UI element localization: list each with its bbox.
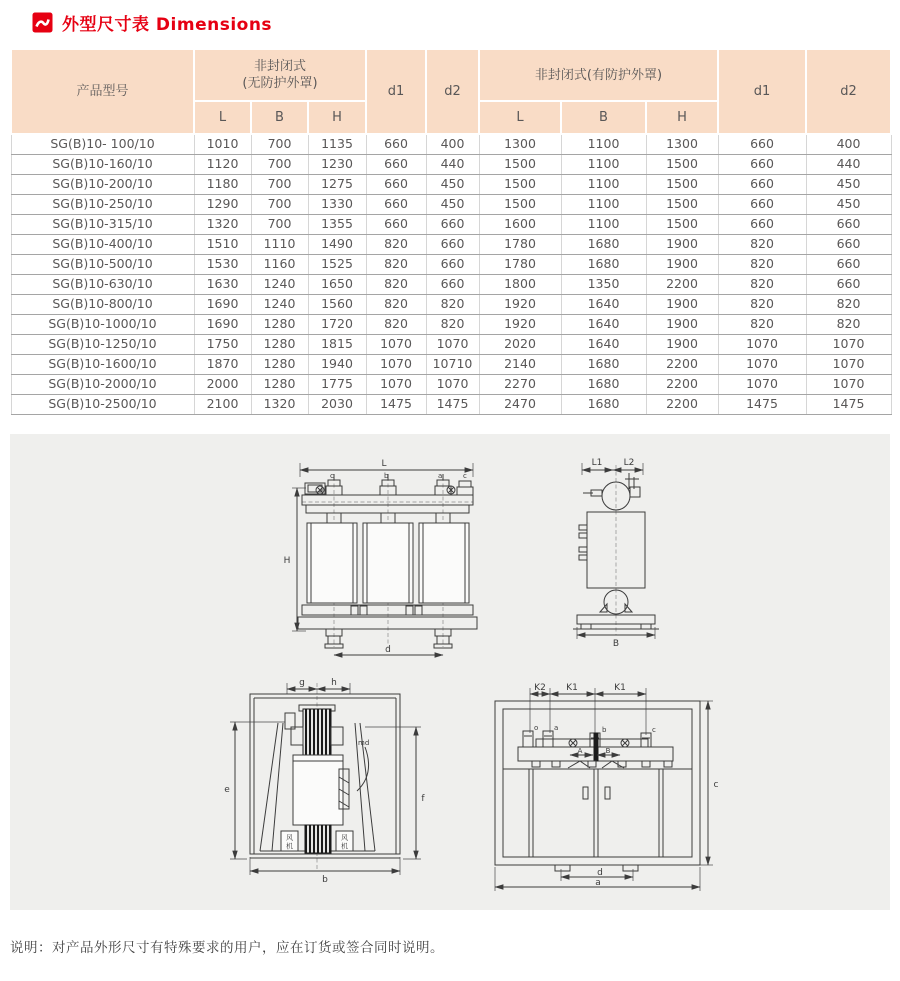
value-cell: 1280 <box>251 354 308 374</box>
brand-logo-icon <box>32 12 53 33</box>
value-cell: 660 <box>806 234 891 254</box>
value-cell: 660 <box>366 194 426 214</box>
value-cell: 1690 <box>194 294 251 314</box>
fan-label-bottom-right: 机 <box>341 842 348 850</box>
col-header-d1-open: d1 <box>366 49 426 134</box>
terminal-label-b: b <box>384 471 389 480</box>
value-cell: 660 <box>426 214 479 234</box>
model-cell: SG(B)10-630/10 <box>11 274 194 294</box>
value-cell: 1010 <box>194 134 251 154</box>
value-cell: 1070 <box>718 334 806 354</box>
value-cell: 1230 <box>308 154 366 174</box>
value-cell: 660 <box>718 194 806 214</box>
model-cell: SG(B)10-200/10 <box>11 174 194 194</box>
value-cell: 820 <box>718 294 806 314</box>
value-cell: 1640 <box>561 334 646 354</box>
value-cell: 1320 <box>194 214 251 234</box>
label-md: md <box>358 738 370 747</box>
dim-label-L1: L1 <box>591 457 603 468</box>
value-cell: 1275 <box>308 174 366 194</box>
value-cell: 1870 <box>194 354 251 374</box>
value-cell: 1330 <box>308 194 366 214</box>
value-cell: 1640 <box>561 294 646 314</box>
value-cell: 450 <box>806 174 891 194</box>
value-cell: 1680 <box>561 394 646 414</box>
model-cell: SG(B)10- 100/10 <box>11 134 194 154</box>
dim-label-K1a: K1 <box>566 682 578 693</box>
value-cell: 1560 <box>308 294 366 314</box>
open-group-line2: (无防护外罩) <box>242 76 318 91</box>
dim-label-g: g <box>299 677 305 688</box>
value-cell: 2020 <box>479 334 561 354</box>
value-cell: 1100 <box>561 134 646 154</box>
value-cell: 660 <box>426 274 479 294</box>
value-cell: 2200 <box>646 394 718 414</box>
value-cell: 820 <box>366 274 426 294</box>
value-cell: 1320 <box>251 394 308 414</box>
model-cell: SG(B)10-250/10 <box>11 194 194 214</box>
value-cell: 1815 <box>308 334 366 354</box>
technical-drawings <box>10 434 890 910</box>
col-header-product: 产品型号 <box>11 49 194 134</box>
value-cell: 660 <box>718 154 806 174</box>
value-cell: 820 <box>718 274 806 294</box>
terminal-label-c2: c <box>463 471 467 480</box>
dim-label-e: e <box>224 784 230 795</box>
model-cell: SG(B)10-1250/10 <box>11 334 194 354</box>
value-cell: 1800 <box>479 274 561 294</box>
dim-label-f: f <box>421 793 425 804</box>
table-row <box>11 234 891 254</box>
terminal-label-a: a <box>438 471 443 480</box>
value-cell: 2470 <box>479 394 561 414</box>
value-cell: 660 <box>806 254 891 274</box>
table-row <box>11 314 891 334</box>
col-header-l-open: L <box>194 101 251 134</box>
value-cell: 450 <box>426 174 479 194</box>
value-cell: 820 <box>426 314 479 334</box>
model-cell: SG(B)10-2000/10 <box>11 374 194 394</box>
value-cell: 1500 <box>646 194 718 214</box>
col-header-d1-enclosed: d1 <box>718 49 806 134</box>
bottom-clamp-base <box>298 605 477 648</box>
page-title <box>62 10 272 35</box>
dim-label-B: B <box>605 746 611 755</box>
table-row <box>11 214 891 234</box>
value-cell: 1280 <box>251 314 308 334</box>
value-cell: 660 <box>806 274 891 294</box>
value-cell: 1720 <box>308 314 366 334</box>
value-cell: 820 <box>366 234 426 254</box>
value-cell: 1300 <box>646 134 718 154</box>
value-cell: 10710 <box>426 354 479 374</box>
value-cell: 440 <box>806 154 891 174</box>
model-cell: SG(B)10-400/10 <box>11 234 194 254</box>
dim-label-b: b <box>322 874 328 885</box>
value-cell: 1525 <box>308 254 366 274</box>
value-cell: 700 <box>251 194 308 214</box>
dim-label-L: L <box>381 458 387 469</box>
dim-label-B: B <box>612 638 620 649</box>
value-cell: 2200 <box>646 274 718 294</box>
col-header-d2-enclosed: d2 <box>806 49 891 134</box>
coils <box>307 523 469 603</box>
value-cell: 1900 <box>646 294 718 314</box>
value-cell: 440 <box>426 154 479 174</box>
table-row <box>11 254 891 274</box>
value-cell: 1500 <box>479 174 561 194</box>
value-cell: 1100 <box>561 174 646 194</box>
value-cell: 1475 <box>426 394 479 414</box>
col-header-b-open: B <box>251 101 308 134</box>
value-cell: 820 <box>806 314 891 334</box>
value-cell: 1280 <box>251 374 308 394</box>
value-cell: 450 <box>806 194 891 214</box>
value-cell: 1900 <box>646 234 718 254</box>
table-row <box>11 354 891 374</box>
value-cell: 1070 <box>366 334 426 354</box>
col-header-d2-open: d2 <box>426 49 479 134</box>
page-title-en: Dimensions <box>155 14 273 35</box>
value-cell: 1640 <box>561 314 646 334</box>
value-cell: 660 <box>426 254 479 274</box>
dim-label-d: d <box>597 867 603 878</box>
value-cell: 1940 <box>308 354 366 374</box>
value-cell: 1070 <box>806 354 891 374</box>
drawings-panel <box>10 434 890 910</box>
value-cell: 400 <box>426 134 479 154</box>
table-row <box>11 374 891 394</box>
value-cell: 660 <box>806 214 891 234</box>
value-cell: 1070 <box>806 334 891 354</box>
footer-note: 说明：对产品外形尺寸有特殊要求的用户，应在订货或签合同时说明。 <box>10 939 444 956</box>
value-cell: 1630 <box>194 274 251 294</box>
value-cell: 660 <box>366 154 426 174</box>
hv-bushings <box>326 471 473 495</box>
value-cell: 1920 <box>479 294 561 314</box>
value-cell: 1690 <box>194 314 251 334</box>
value-cell: 1775 <box>308 374 366 394</box>
fan-label-top-left: 风 <box>286 833 293 842</box>
value-cell: 660 <box>718 214 806 234</box>
value-cell: 660 <box>366 134 426 154</box>
table-row <box>11 154 891 174</box>
model-cell: SG(B)10-1000/10 <box>11 314 194 334</box>
value-cell: 1070 <box>806 374 891 394</box>
value-cell: 700 <box>251 154 308 174</box>
value-cell: 1120 <box>194 154 251 174</box>
value-cell: 1300 <box>479 134 561 154</box>
table-row <box>11 274 891 294</box>
value-cell: 700 <box>251 214 308 234</box>
table-row <box>11 334 891 354</box>
dim-label-K2: K2 <box>534 682 546 693</box>
bushing-row <box>523 731 651 747</box>
value-cell: 1180 <box>194 174 251 194</box>
value-cell: 1160 <box>251 254 308 274</box>
value-cell: 1600 <box>479 214 561 234</box>
value-cell: 660 <box>718 174 806 194</box>
value-cell: 1510 <box>194 234 251 254</box>
drawing-enclosed-front <box>495 683 719 891</box>
value-cell: 2000 <box>194 374 251 394</box>
value-cell: 1280 <box>251 334 308 354</box>
value-cell: 1680 <box>561 254 646 274</box>
dim-label-A: A <box>577 746 583 755</box>
value-cell: 820 <box>718 314 806 334</box>
value-cell: 2200 <box>646 354 718 374</box>
col-header-b-enclosed: B <box>561 101 646 134</box>
value-cell: 1350 <box>561 274 646 294</box>
top-bushing-circle <box>583 473 640 510</box>
value-cell: 1475 <box>806 394 891 414</box>
value-cell: 1475 <box>366 394 426 414</box>
value-cell: 1530 <box>194 254 251 274</box>
value-cell: 820 <box>366 294 426 314</box>
col-header-enclosed-group: 非封闭式(有防护外罩) <box>479 49 718 101</box>
value-cell: 1290 <box>194 194 251 214</box>
value-cell: 2030 <box>308 394 366 414</box>
label-b: b <box>602 725 607 734</box>
value-cell: 1100 <box>561 214 646 234</box>
label-o: o <box>534 723 539 732</box>
value-cell: 2200 <box>646 374 718 394</box>
value-cell: 1500 <box>479 154 561 174</box>
value-cell: 1070 <box>366 354 426 374</box>
value-cell: 1680 <box>561 354 646 374</box>
value-cell: 2270 <box>479 374 561 394</box>
cabinet-outline <box>495 701 700 871</box>
dim-label-c: c <box>713 779 719 790</box>
table-row <box>11 174 891 194</box>
col-header-h-open: H <box>308 101 366 134</box>
fan-label-top-right: 风 <box>341 833 348 842</box>
table-row <box>11 194 891 214</box>
value-cell: 450 <box>426 194 479 214</box>
model-cell: SG(B)10-500/10 <box>11 254 194 274</box>
value-cell: 820 <box>366 314 426 334</box>
value-cell: 1490 <box>308 234 366 254</box>
drawing-open-front <box>284 459 477 655</box>
value-cell: 1920 <box>479 314 561 334</box>
value-cell: 820 <box>718 234 806 254</box>
model-cell: SG(B)10-315/10 <box>11 214 194 234</box>
value-cell: 400 <box>806 134 891 154</box>
value-cell: 1070 <box>366 374 426 394</box>
value-cell: 1070 <box>426 374 479 394</box>
col-header-l-enclosed: L <box>479 101 561 134</box>
page-title-zh: 外型尺寸表 <box>62 14 150 35</box>
lifting-eyes <box>316 486 455 494</box>
value-cell: 820 <box>806 294 891 314</box>
dim-label-H: H <box>283 555 291 566</box>
value-cell: 2140 <box>479 354 561 374</box>
value-cell: 1780 <box>479 234 561 254</box>
label-c: c <box>652 725 656 734</box>
table-row <box>11 294 891 314</box>
value-cell: 820 <box>718 254 806 274</box>
value-cell: 1500 <box>646 174 718 194</box>
drawing-open-side <box>573 458 659 649</box>
model-cell: SG(B)10-160/10 <box>11 154 194 174</box>
table-header-row-1 <box>11 49 891 101</box>
drawing-enclosed-side <box>224 678 425 885</box>
value-cell: 1680 <box>561 234 646 254</box>
value-cell: 1750 <box>194 334 251 354</box>
value-cell: 1070 <box>426 334 479 354</box>
value-cell: 1780 <box>479 254 561 274</box>
value-cell: 1100 <box>561 194 646 214</box>
value-cell: 1900 <box>646 334 718 354</box>
value-cell: 1135 <box>308 134 366 154</box>
value-cell: 1355 <box>308 214 366 234</box>
terminal-label-c1: c <box>330 471 334 480</box>
dim-label-d: d <box>385 644 391 655</box>
table-body <box>11 134 891 414</box>
col-header-h-enclosed: H <box>646 101 718 134</box>
dim-label-a: a <box>595 877 601 888</box>
dim-label-L2: L2 <box>623 457 635 468</box>
table-row <box>11 134 891 154</box>
value-cell: 1240 <box>251 294 308 314</box>
fan-label-bottom-left: 机 <box>286 842 293 850</box>
value-cell: 1070 <box>718 354 806 374</box>
value-cell: 660 <box>426 234 479 254</box>
model-cell: SG(B)10-1600/10 <box>11 354 194 374</box>
value-cell: 1500 <box>646 214 718 234</box>
col-header-open-group <box>194 49 366 101</box>
value-cell: 1900 <box>646 254 718 274</box>
dim-label-h: h <box>331 677 337 688</box>
value-cell: 660 <box>366 174 426 194</box>
value-cell: 1240 <box>251 274 308 294</box>
value-cell: 660 <box>366 214 426 234</box>
value-cell: 1070 <box>718 374 806 394</box>
value-cell: 700 <box>251 174 308 194</box>
model-cell: SG(B)10-800/10 <box>11 294 194 314</box>
value-cell: 1650 <box>308 274 366 294</box>
value-cell: 820 <box>426 294 479 314</box>
dimensions-table <box>10 48 892 415</box>
dim-label-K1b: K1 <box>614 682 626 693</box>
value-cell: 1500 <box>646 154 718 174</box>
value-cell: 2100 <box>194 394 251 414</box>
label-a: a <box>554 723 559 732</box>
value-cell: 1900 <box>646 314 718 334</box>
value-cell: 1100 <box>561 154 646 174</box>
value-cell: 1500 <box>479 194 561 214</box>
value-cell: 700 <box>251 134 308 154</box>
value-cell: 1110 <box>251 234 308 254</box>
model-cell: SG(B)10-2500/10 <box>11 394 194 414</box>
page-title-row <box>32 9 900 35</box>
value-cell: 1475 <box>718 394 806 414</box>
table-row <box>11 394 891 414</box>
side-body <box>579 512 645 588</box>
open-group-line1: 非封闭式 <box>253 59 306 74</box>
value-cell: 660 <box>718 134 806 154</box>
value-cell: 1680 <box>561 374 646 394</box>
value-cell: 820 <box>366 254 426 274</box>
